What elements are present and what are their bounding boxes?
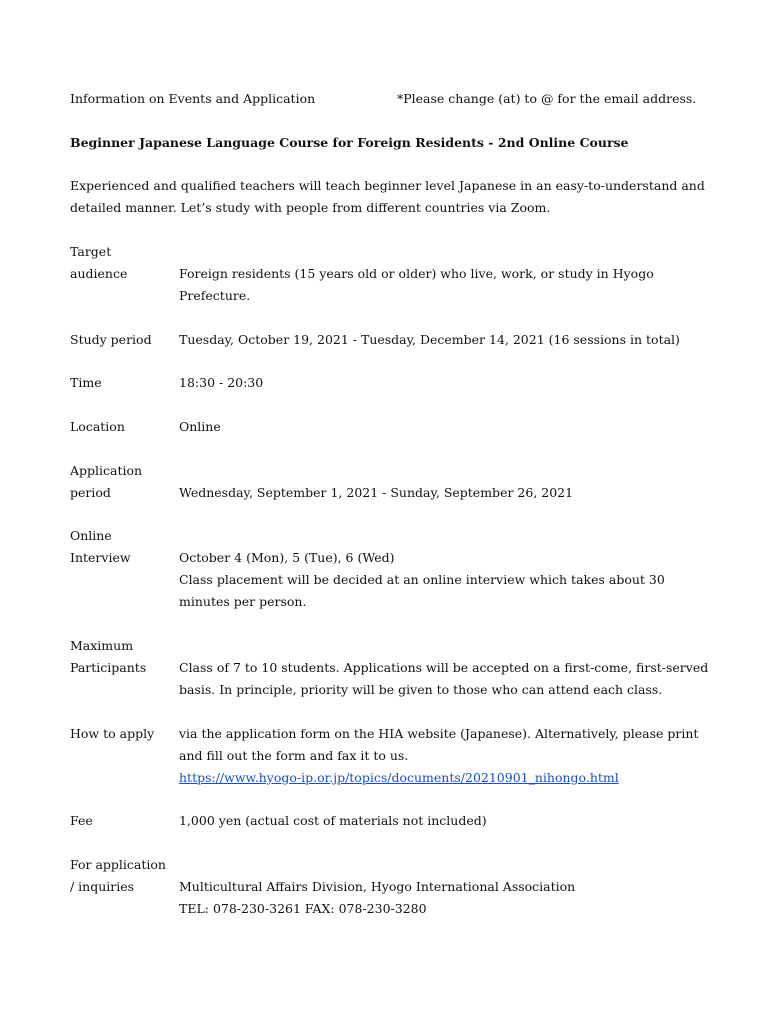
how-to-apply-label: How to apply	[70, 726, 155, 741]
location-label: Location	[70, 419, 125, 434]
interview-label: Online	[70, 528, 112, 543]
target-value-2: Prefecture.	[179, 288, 251, 303]
time-label: Time	[70, 375, 102, 390]
contact-label: For application	[70, 857, 166, 872]
study-period-label: Study period	[70, 332, 152, 347]
application-value: Wednesday, September 1, 2021 - Sunday, September 26, 2021	[179, 485, 574, 500]
application-label-2: period	[70, 485, 111, 500]
header-left: Information on Events and Application	[70, 91, 316, 106]
maximum-label-2: Participants	[70, 660, 147, 675]
study-period-value: Tuesday, October 19, 2021 - Tuesday, December 14, 2021 (16 sessions in total)	[179, 332, 680, 347]
page-title: Beginner Japanese Language Course for Foreign Residents - 2nd Online Course	[70, 135, 629, 150]
target-label-2: audience	[70, 266, 128, 281]
target-label: Target	[70, 244, 112, 259]
application-label: Application	[70, 463, 143, 478]
interview-value: October 4 (Mon), 5 (Tue), 6 (Wed)	[179, 550, 395, 565]
target-value: Foreign residents (15 years old or older) who live, work, or study in Hyogo	[179, 266, 654, 281]
fee-label: Fee	[70, 813, 93, 828]
intro-line-1: Experienced and qualified teachers will teach beginner level Japanese in an easy-to-understand and	[70, 178, 705, 193]
header-note: *Please change (at) to @ for the email address.	[397, 91, 697, 106]
time-value: 18:30 - 20:30	[179, 375, 264, 390]
interview-value-3: minutes per person.	[179, 594, 307, 609]
how-to-apply-value: via the application form on the HIA website (Japanese). Alternatively, please print	[179, 726, 699, 741]
contact-phone-fax: TEL: 078-230-3261 FAX: 078-230-3280	[179, 901, 427, 916]
contact-label-2: / inquiries	[70, 879, 135, 894]
fee-value: 1,000 yen (actual cost of materials not included)	[179, 813, 487, 828]
interview-label-2: Interview	[70, 550, 131, 565]
contact-value: Multicultural Affairs Division, Hyogo International Association	[179, 879, 576, 894]
how-to-apply-value-2: and fill out the form and fax it to us.	[179, 748, 409, 763]
intro-line-2: detailed manner. Let’s study with people from different countries via Zoom.	[70, 200, 551, 215]
maximum-value: Class of 7 to 10 students. Applications will be accepted on a first-come, first-served	[179, 660, 709, 675]
interview-value-2: Class placement will be decided at an online interview which takes about 30	[179, 572, 665, 587]
maximum-value-2: basis. In principle, priority will be given to those who can attend each class.	[179, 682, 663, 697]
location-value: Online	[179, 419, 221, 434]
maximum-label: Maximum	[70, 638, 134, 653]
application-form-link[interactable]: https://www.hyogo-ip.or.jp/topics/documents/20210901_nihongo.html	[179, 770, 619, 785]
